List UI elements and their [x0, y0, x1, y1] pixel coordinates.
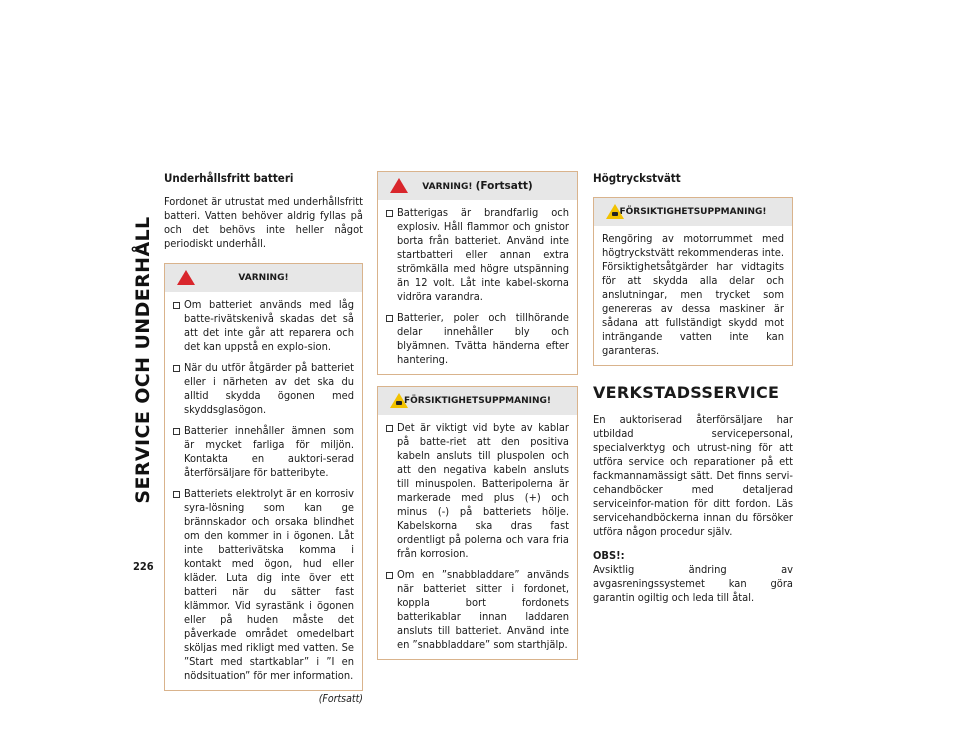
warning-item: Om batteriet används med låg batte-rivätskenivå skadas det så att det inte går att reparera och det kan uppstå en explo-sion.: [173, 298, 354, 354]
caution-car-icon: [606, 204, 624, 219]
section-text: En auktoriserad återförsäljare har utbildad servicepersonal, specialverktyg och utrust-ning för att utföra service och reparationer på ett fackmannamässigt sätt. Det finns servi-cehandböcker med detaljerad serviceinfor-mation för ditt fordon. Läs servicehandböckerna innan du försöker utföra någon procedur själv.: [593, 413, 793, 538]
warning-title: VARNING!: [238, 273, 289, 283]
caution-title: FÖRSIKTIGHETSUPPMANING!: [403, 396, 552, 406]
caution-header: [594, 198, 792, 226]
battery-heading: Underhållsfritt batteri: [164, 171, 294, 185]
caution-title: FÖRSIKTIGHETSUPPMANING!: [619, 207, 767, 217]
caution-item: Om en ”snabbladdare” används när batteriet sitter i fordonet, koppla bort fordonets batterikablar innan laddaren ansluts till batteriet. Använd inte en ”snabbladdare” som starthjälp.: [386, 568, 569, 652]
continued-label: (Fortsatt): [318, 693, 363, 705]
note-text: Avsiktlig ändring av avgasreningssystemet kan göra garantin ogiltig och leda till åtal.: [593, 563, 793, 604]
warning-box: [164, 263, 363, 691]
caution-box: [377, 386, 578, 660]
caution-item: Det är viktigt vid byte av kablar på batte-riet att den positiva kabeln ansluts till pluspolen och att den negativa kabeln ansluts till minuspolen. Batteripolerna är markerade med plus (+) och minus (-) på batteriets hölje. Kabelskorna ska dras fast ordentligt på polerna och vara fria från korrosion.: [386, 421, 569, 561]
warning-item: Batterier, poler och tillhörande delar innehåller bly och blyämnen. Tvätta händerna efter hantering.: [386, 311, 569, 367]
warning-continued-list: [378, 200, 577, 374]
warning-item: Batterigas är brandfarlig och explosiv. Håll flammor och gnistor borta från batteriet. Använd inte startbatteri eller annan extra strömkälla med högre utspänning än 12 volt. Låt inte kabel-skorna vidröra varandra.: [386, 206, 569, 304]
column-3: [593, 171, 793, 605]
caution-header: [378, 387, 577, 415]
caution-car-icon: [390, 393, 408, 408]
warning-item: Batterier innehåller ämnen som är mycket farliga för miljön. Kontakta en auktori-serad återförsäljare för batteribyte.: [173, 424, 354, 480]
caution-box-pressure: [593, 197, 793, 366]
note-label: OBS!:: [593, 549, 625, 562]
pressure-wash-heading: Högtryckstvätt: [593, 171, 681, 185]
warning-continued-box: [377, 171, 578, 375]
side-section-tab: [128, 168, 158, 553]
section-title: VERKSTADSSERVICE: [593, 383, 780, 402]
caution-list: [378, 415, 577, 659]
warning-list: [165, 292, 362, 690]
column-1: [164, 171, 363, 706]
warning-triangle-icon: [177, 270, 195, 285]
side-tab-label: SERVICE OCH UNDERHÅLL: [132, 216, 154, 504]
battery-intro: Fordonet är utrustat med underhållsfritt batteri. Vatten behöver aldrig fyllas på och det behövs inte heller något periodiskt underhåll.: [164, 195, 363, 250]
warning-continued-suffix: (Fortsatt): [475, 180, 533, 192]
warning-continued-title: VARNING!: [422, 182, 473, 192]
warning-continued-header: [378, 172, 577, 200]
column-2: [377, 171, 578, 660]
caution-text: Rengöring av motorrummet med högtryckstvätt rekommenderas inte. Försiktighetsåtgärder har vidtagits för att skydda alla delar och anslutningar, men trycket som genereras av dessa maskiner är sådana att fullständigt skydd mot inträngande vatten inte kan garanteras.: [602, 232, 784, 357]
warning-item: Batteriets elektrolyt är en korrosiv syra-lösning som kan ge brännskador och orsaka blindhet om den kommer in i ögonen. Låt inte batterivätska komma i kontakt med ögon, hud eller kläder. Luta dig inte över ett batteri när du sätter fast klämmor. Vid syrastänk i ögonen eller på huden måste det påverkade området omedelbart sköljas med rikligt med vatten. Se ”Start med startkablar” i ”I en nödsituation” för mer information.: [173, 487, 354, 683]
warning-header: [165, 264, 362, 292]
page-number: 226: [133, 560, 154, 573]
warning-item: När du utför åtgärder på batteriet eller i närheten av det ska du alltid skydda ögonen med skyddsglasögon.: [173, 361, 354, 417]
warning-triangle-icon: [390, 178, 408, 193]
